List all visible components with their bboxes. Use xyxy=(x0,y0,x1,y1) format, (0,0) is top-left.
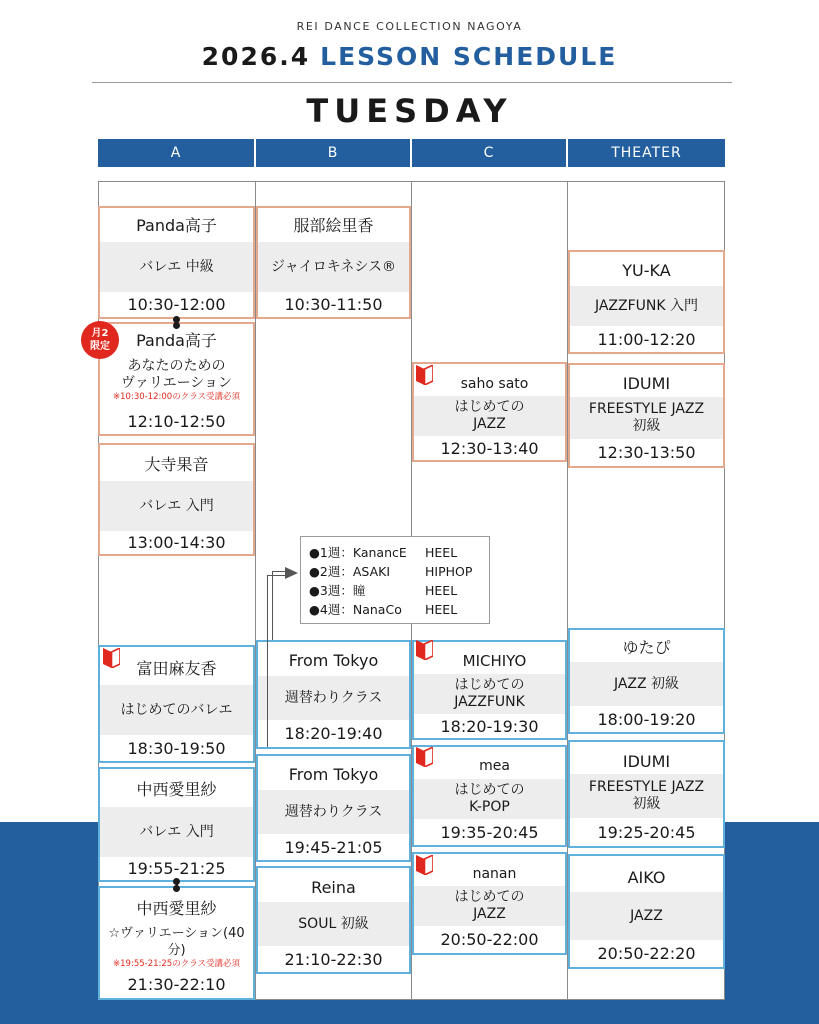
rotation-row xyxy=(309,543,481,562)
lesson-time: 20:50-22:20 xyxy=(597,944,696,963)
class-name xyxy=(258,790,409,834)
class-label: 週替わりクラス xyxy=(284,803,383,820)
class-label: バレエ 中級 xyxy=(139,258,214,275)
class-name xyxy=(100,481,253,531)
lesson-time: 10:30-12:00 xyxy=(127,295,226,314)
instructor-name: 服部絵里香 xyxy=(293,216,374,235)
class-label-line2: JAZZ xyxy=(473,416,506,432)
rotation-schedule-box xyxy=(300,536,490,624)
connector-dot xyxy=(173,885,180,892)
rotation-label: 1週：KanancE xyxy=(319,545,407,560)
class-label: JAZZFUNK 入門 xyxy=(594,297,699,314)
lesson-time: 19:25-20:45 xyxy=(597,822,696,842)
lesson-card-t2[interactable] xyxy=(568,363,725,468)
lesson-card-t4[interactable] xyxy=(568,740,725,848)
class-name xyxy=(258,676,409,720)
lesson-time: 19:45-21:05 xyxy=(284,837,383,857)
class-label: バレエ 入門 xyxy=(139,497,214,514)
day-heading: TUESDAY xyxy=(306,92,513,130)
instructor-name: Reina xyxy=(311,878,356,897)
class-name xyxy=(100,924,253,970)
rotation-pointer-line xyxy=(267,575,268,747)
header-divider xyxy=(92,82,732,83)
lesson-time: 13:00-14:30 xyxy=(127,533,226,552)
rotation-genre: HEEL xyxy=(425,602,458,617)
beginner-mark-icon xyxy=(416,365,433,385)
class-label-line2: 初級 xyxy=(632,418,661,434)
class-label-line2: ヴァリエーション xyxy=(120,374,233,391)
class-name xyxy=(570,774,723,818)
arrow-right-icon xyxy=(285,566,299,580)
instructor-name: From Tokyo xyxy=(288,651,379,670)
instructor-name: MICHIYO xyxy=(462,652,527,670)
class-name xyxy=(570,286,723,326)
class-label-line1: はじめての xyxy=(454,677,525,693)
lesson-card-t3[interactable] xyxy=(568,628,725,734)
bullet: ● xyxy=(309,564,320,579)
class-name xyxy=(570,892,723,940)
beginner-mark-icon xyxy=(416,747,433,767)
limited-badge xyxy=(81,321,119,359)
instructor-name: Panda高子 xyxy=(136,216,217,235)
schedule-label: LESSON SCHEDULE xyxy=(320,42,618,71)
lesson-card-a4[interactable] xyxy=(98,645,255,763)
instructor-name: 中西愛里紗 xyxy=(136,780,217,799)
class-label-line1: はじめての xyxy=(454,399,525,415)
lesson-time: 18:20-19:40 xyxy=(284,724,383,743)
class-label-line2: K-POP xyxy=(469,799,510,815)
rotation-label: 2週：ASAKI xyxy=(319,564,391,579)
instructor-name: nanan xyxy=(472,866,517,882)
lesson-card-c1[interactable] xyxy=(412,362,567,462)
lesson-time: 21:30-22:10 xyxy=(127,974,226,994)
badge-line2: 限定 xyxy=(90,341,110,352)
class-label-line1: はじめての xyxy=(454,782,525,798)
lesson-card-c3[interactable] xyxy=(412,745,567,847)
connector-dot xyxy=(173,878,180,885)
lesson-card-b2[interactable] xyxy=(256,640,411,749)
class-label-line2: 初級 xyxy=(632,796,661,812)
class-name xyxy=(258,242,409,292)
lesson-time: 21:10-22:30 xyxy=(284,949,383,969)
lesson-time: 18:20-19:30 xyxy=(440,716,539,736)
bullet: ● xyxy=(309,583,320,598)
lesson-time: 18:30-19:50 xyxy=(127,738,226,758)
class-name xyxy=(570,662,723,706)
connector-dot xyxy=(173,322,180,329)
lesson-card-c4[interactable] xyxy=(412,852,567,955)
lesson-time: 19:35-20:45 xyxy=(440,822,539,842)
lesson-time: 20:50-22:00 xyxy=(440,930,539,949)
rotation-row xyxy=(309,581,481,600)
bullet: ● xyxy=(309,602,320,617)
instructor-name: saho sato xyxy=(460,376,529,392)
class-name xyxy=(414,674,565,714)
lesson-card-a3[interactable] xyxy=(98,443,255,556)
class-label: バレエ 入門 xyxy=(139,823,214,840)
badge-line1: 月2 xyxy=(91,328,109,339)
lesson-card-a5[interactable] xyxy=(98,767,255,882)
rotation-genre: HEEL xyxy=(425,545,458,560)
column-header-c: C xyxy=(412,139,566,167)
lesson-card-b1[interactable] xyxy=(256,206,411,319)
instructor-name: mea xyxy=(479,758,510,774)
rotation-label: 3週：瞳 xyxy=(319,583,366,598)
beginner-mark-icon xyxy=(416,855,433,875)
class-label-line1: FREESTYLE JAZZ xyxy=(588,779,705,795)
column-header-theater: THEATER xyxy=(568,139,725,167)
instructor-name: From Tokyo xyxy=(288,765,379,784)
column-header-a: A xyxy=(98,139,254,167)
studio-name: REI DANCE COLLECTION NAGOYA xyxy=(296,20,523,33)
instructor-name: AIKO xyxy=(627,868,666,887)
lesson-time: 19:55-21:25 xyxy=(127,859,226,878)
class-name xyxy=(100,352,253,408)
lesson-card-a1[interactable] xyxy=(98,206,255,319)
instructor-name: Panda高子 xyxy=(136,331,217,350)
rotation-row xyxy=(309,562,481,581)
lesson-card-b3[interactable] xyxy=(256,754,411,862)
instructor-name: IDUMI xyxy=(622,374,671,393)
lesson-time: 12:10-12:50 xyxy=(127,411,226,431)
page-title xyxy=(0,42,819,71)
class-label: ジャイロキネシス® xyxy=(270,258,397,275)
class-name xyxy=(100,807,253,857)
lesson-card-t1[interactable] xyxy=(568,250,725,354)
instructor-name: YU-KA xyxy=(622,261,671,280)
instructor-name: 大寺果音 xyxy=(144,455,209,474)
year-month: 2026.4 xyxy=(201,42,311,71)
lesson-time: 10:30-11:50 xyxy=(284,295,383,314)
class-label-line1: あなたのための xyxy=(127,357,226,374)
class-label: JAZZ xyxy=(630,907,663,924)
class-label: 週替わりクラス xyxy=(284,689,383,706)
class-name xyxy=(570,397,723,439)
lesson-card-t5[interactable] xyxy=(568,854,725,969)
lesson-time: 12:30-13:50 xyxy=(597,443,696,462)
class-name xyxy=(100,685,253,735)
column-header-b: B xyxy=(256,139,410,167)
beginner-mark-icon xyxy=(103,648,120,668)
rotation-label: 4週：NanaCo xyxy=(319,602,402,617)
rotation-row xyxy=(309,600,481,619)
class-label-line2: JAZZFUNK xyxy=(454,694,525,710)
lesson-card-a2[interactable] xyxy=(98,322,255,436)
lesson-card-b4[interactable] xyxy=(256,866,411,974)
class-name xyxy=(414,886,565,926)
rotation-genre: HIPHOP xyxy=(425,564,473,579)
lesson-time: 12:30-13:40 xyxy=(440,438,539,458)
rotation-pointer-line xyxy=(272,572,273,640)
class-name xyxy=(414,779,565,819)
lesson-card-c2[interactable] xyxy=(412,640,567,740)
rotation-pointer-line xyxy=(267,575,287,576)
beginner-mark-icon xyxy=(416,640,433,660)
instructor-name: ゆたぴ xyxy=(622,638,671,657)
bullet: ● xyxy=(309,545,320,560)
class-label-line2: JAZZ xyxy=(473,906,506,922)
instructor-name: 富田麻友香 xyxy=(136,659,217,678)
instructor-name: IDUMI xyxy=(622,752,671,771)
class-label-line1: はじめての xyxy=(454,889,525,905)
instructor-name: 中西愛里紗 xyxy=(136,899,217,918)
class-name xyxy=(414,396,565,436)
prerequisite-note: ※19:55-21:25のクラス受講必須 xyxy=(113,958,240,969)
class-label: JAZZ 初級 xyxy=(613,675,680,692)
class-label: はじめてのバレエ xyxy=(120,701,233,718)
class-label-line1: FREESTYLE JAZZ xyxy=(588,401,705,417)
lesson-time: 11:00-12:20 xyxy=(597,329,696,349)
lesson-card-a6[interactable] xyxy=(98,886,255,1000)
prerequisite-note: ※10:30-12:00のクラス受講必須 xyxy=(113,391,240,402)
class-name xyxy=(100,242,253,292)
class-label: ☆ヴァリエーション(40分) xyxy=(108,925,245,958)
lesson-time: 18:00-19:20 xyxy=(597,709,696,729)
class-name xyxy=(258,902,409,946)
class-label: SOUL 初級 xyxy=(298,915,369,932)
rotation-genre: HEEL xyxy=(425,583,458,598)
